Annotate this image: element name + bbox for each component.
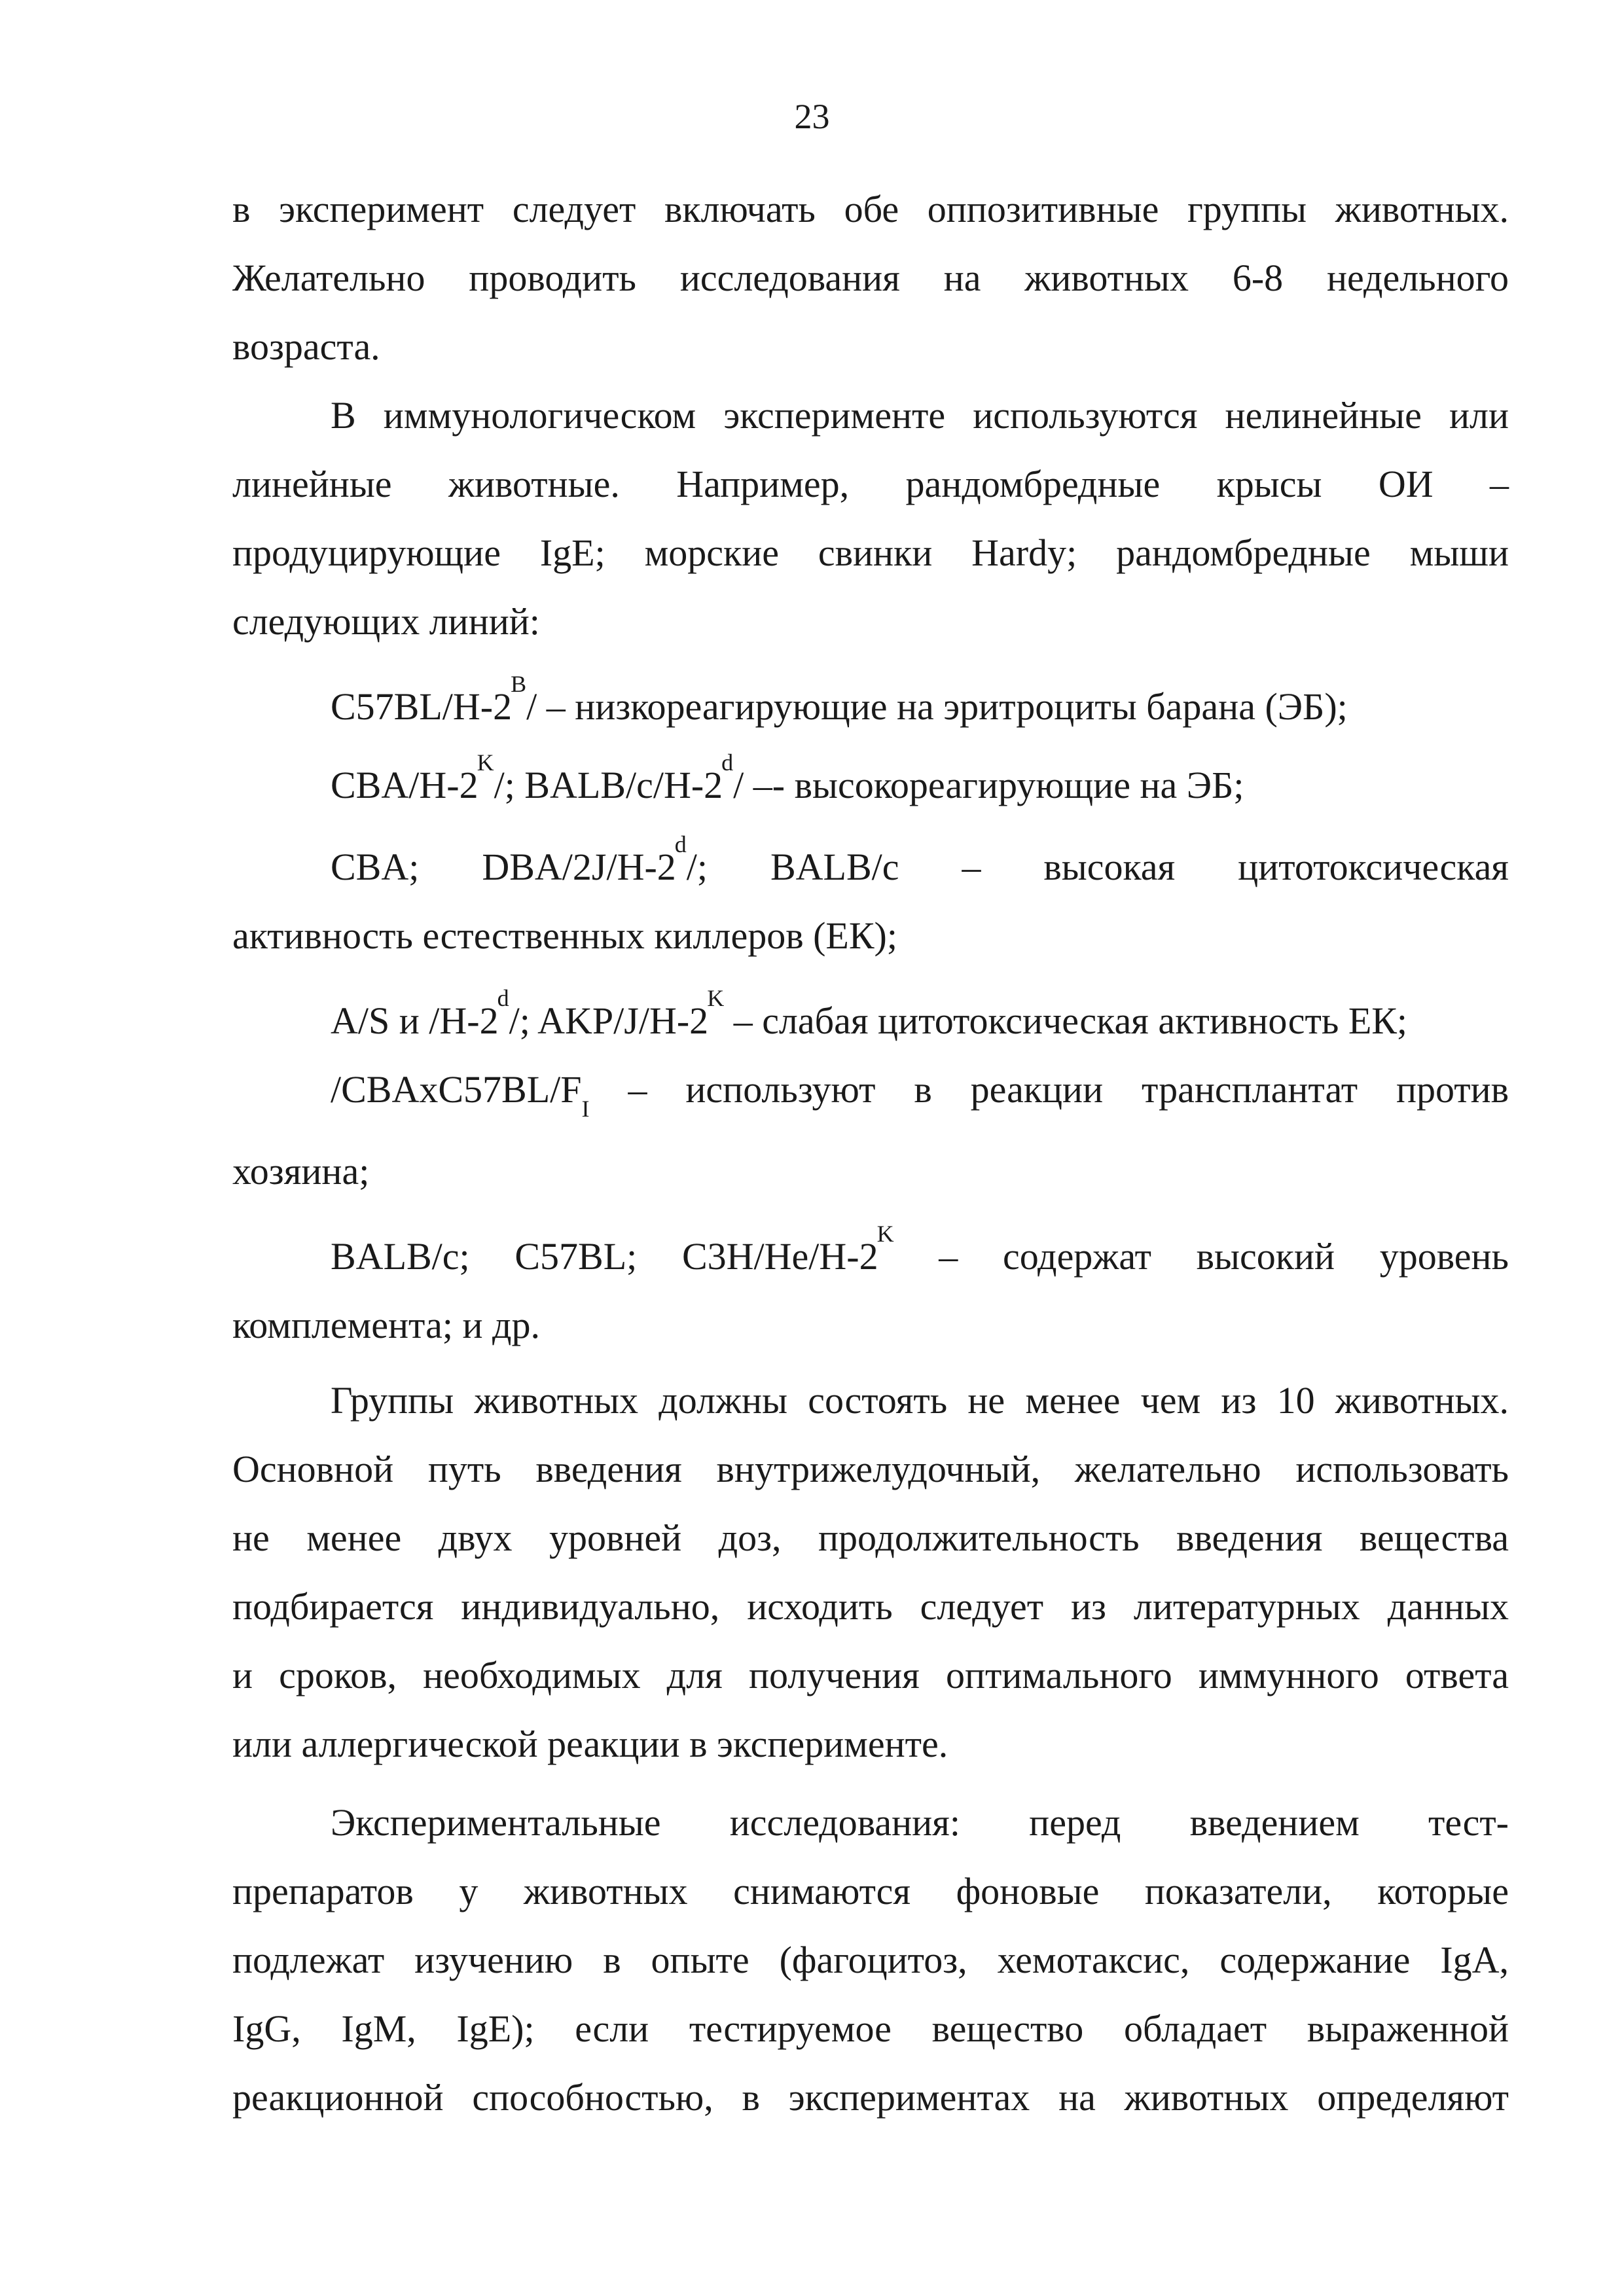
para1-line2: Желательно проводить исследования на животных 6-8 недельного (232, 257, 1509, 299)
para3-line2: Основной путь введения внутрижелудочный, желательно использовать (232, 1448, 1509, 1490)
para3-line3: не менее двух уровней доз, продолжительность введения вещества (232, 1516, 1509, 1559)
haplotype-superscript: K (876, 1221, 894, 1247)
strain-c57bl-name: C57BL/H-2 (331, 685, 513, 728)
para3-line4: подбирается индивидуально, исходить следует из литературных данных (232, 1585, 1509, 1628)
generation-subscript: I (581, 1096, 590, 1122)
strain-cba-balbc-desc: / –- высокореагирующие на ЭБ; (733, 764, 1244, 806)
strain-balbc-c3h-name: BALB/c; C57BL; C3H/He/H-2 (331, 1235, 878, 1278)
haplotype-superscript: d (721, 749, 734, 776)
para4-line3: подлежат изучению в опыте (фагоцитоз, хемотаксис, содержание IgA, (232, 1939, 1509, 1981)
strain-cba-dba-name: CBA; DBA/2J/H-2 (331, 846, 676, 888)
strain-c57bl-desc: / – низкореагирующие на эритроциты барана (ЭБ); (526, 685, 1348, 728)
para1-line1: в эксперимент следует включать обе оппозитивные группы животных. (232, 188, 1509, 230)
strain-cbaxc57bl-desc: – используют в реакции трансплантат против (589, 1068, 1509, 1111)
haplotype-superscript: K (477, 749, 494, 776)
para1-line3: возраста. (232, 325, 380, 368)
haplotype-superscript: d (674, 831, 687, 857)
strain-cba-name: CBA/H-2 (331, 764, 478, 806)
strain-c57bl-line (331, 671, 1509, 731)
para4-line5: реакционной способностью, в экспериментах на животных определяют (232, 2076, 1509, 2119)
strain-as-name: A/S и /H-2 (331, 999, 499, 1042)
strain-cba-balbc-line (331, 749, 1509, 810)
para2-line3: продуцирующие IgE; морские свинки Hardy; рандомбредные мыши (232, 531, 1509, 574)
strain-cba-dba-desc: /; BALB/c – высокая цитотоксическая (686, 846, 1509, 888)
para4-line2: препаратов у животных снимаются фоновые показатели, которые (232, 1870, 1509, 1912)
strain-balbc-c3h-desc: – содержат высокий уровень (893, 1235, 1509, 1278)
para2-line2: линейные животные. Например, рандомбредные крысы ОИ – (232, 463, 1509, 505)
strain-balbc-name: /; BALB/c/H-2 (494, 764, 723, 806)
para2-line1: В иммунологическом эксперименте используются нелинейные или (331, 394, 1509, 437)
para4-line4: IgG, IgM, IgE); если тестируемое вещество обладает выраженной (232, 2007, 1509, 2050)
haplotype-superscript: B (511, 671, 527, 697)
strain-cbaxc57bl-line2: хозяина; (232, 1150, 370, 1193)
page-number: 23 (794, 97, 830, 136)
strain-balbc-c3h-line2: комплемента; и др. (232, 1304, 541, 1346)
strain-balbc-c3h-line (331, 1221, 1509, 1281)
para2-line4: следующих линий: (232, 600, 540, 643)
strain-cba-dba-line (331, 831, 1509, 891)
strain-as-akp-desc: – слабая цитотоксическая активность ЕК; (724, 999, 1408, 1042)
para4-line1: Экспериментальные исследования: перед введением тест- (331, 1801, 1509, 1844)
para3-line5: и сроков, необходимых для получения оптимального иммунного ответа (232, 1654, 1509, 1696)
para3-line6: или аллергической реакции в эксперименте. (232, 1723, 948, 1765)
haplotype-superscript: d (497, 985, 509, 1011)
haplotype-superscript: K (707, 985, 725, 1011)
strain-cbaxc57bl-name: /CBAxC57BL/F (331, 1068, 582, 1111)
strain-akp-name: /; AKP/J/H-2 (509, 999, 709, 1042)
strain-cba-dba-line2: активность естественных киллеров (ЕК); (232, 914, 897, 957)
para3-line1: Группы животных должны состоять не менее чем из 10 животных. (331, 1379, 1509, 1422)
strain-cbaxc57bl-line (331, 1068, 1509, 1122)
strain-as-akp-line (331, 985, 1509, 1045)
